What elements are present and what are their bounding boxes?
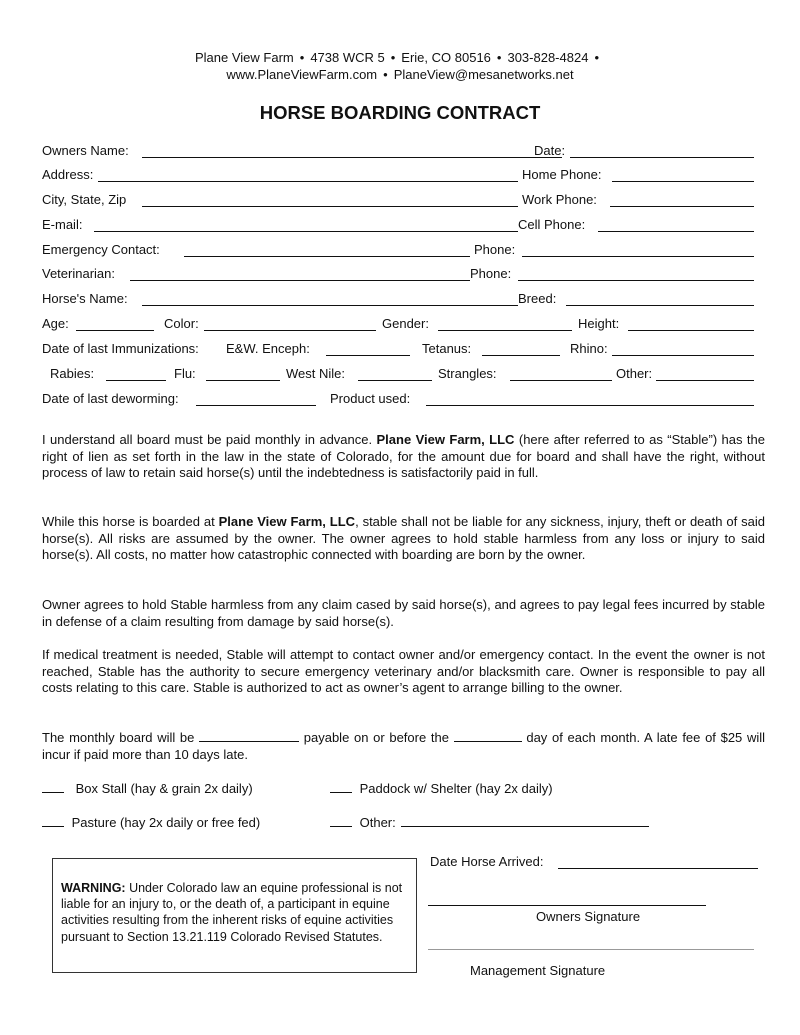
email-field[interactable] xyxy=(94,217,518,232)
horses-name-label: Horse's Name: xyxy=(42,291,128,306)
veterinarian-field[interactable] xyxy=(130,266,470,281)
home-phone-field[interactable] xyxy=(612,167,754,182)
harmless-paragraph: Owner agrees to hold Stable harmless from any claim cased by said horse(s), and agrees to pay legal fees incurred by stable in defense of a claim resulting from damage by said horse(s). xyxy=(42,597,765,629)
p5-text: The monthly board will be xyxy=(42,730,195,745)
west-nile-field[interactable] xyxy=(358,366,432,381)
p5-text-mid: payable on or before the xyxy=(303,730,449,745)
p1-farm-name: Plane View Farm, LLC xyxy=(376,432,515,447)
pasture-label: Pasture (hay 2x daily or free fed) xyxy=(71,815,261,830)
bullet: • xyxy=(299,50,305,65)
tetanus-field[interactable] xyxy=(482,341,560,356)
bullet: • xyxy=(383,67,388,82)
email-label: E-mail: xyxy=(42,217,83,232)
color-field[interactable] xyxy=(204,316,376,331)
work-phone-field[interactable] xyxy=(610,192,754,207)
emergency-contact-label: Emergency Contact: xyxy=(42,242,160,257)
payment-paragraph xyxy=(42,729,765,763)
flu-label: Flu: xyxy=(174,366,196,381)
option-paddock xyxy=(330,780,553,796)
liability-paragraph xyxy=(42,514,765,564)
product-used-field[interactable] xyxy=(426,391,754,406)
cell-phone-field[interactable] xyxy=(598,217,754,232)
row-veterinarian xyxy=(42,266,754,284)
rabies-label: Rabies: xyxy=(50,366,95,381)
height-field[interactable] xyxy=(628,316,754,331)
row-age xyxy=(42,316,754,334)
tetanus-label: Tetanus: xyxy=(422,341,472,356)
row-vaccines xyxy=(42,366,754,384)
farm-city: Erie, CO 80516 xyxy=(401,50,491,65)
warning-label: WARNING: xyxy=(61,881,126,895)
pasture-checkbox[interactable] xyxy=(42,814,64,827)
breed-label: Breed: xyxy=(518,291,557,306)
box-stall-label: Box Stall (hay & grain 2x daily) xyxy=(75,781,253,796)
bullet: • xyxy=(594,50,599,65)
color-label: Color: xyxy=(164,316,199,331)
option-other xyxy=(330,814,649,830)
other-option-field[interactable] xyxy=(401,814,649,827)
veterinarian-label: Veterinarian: xyxy=(42,266,115,281)
farm-street: 4738 WCR 5 xyxy=(310,50,385,65)
monthly-board-amount-field[interactable] xyxy=(199,729,299,742)
page-title: HORSE BOARDING CONTRACT xyxy=(259,102,541,123)
management-signature-line[interactable] xyxy=(428,936,754,950)
option-pasture xyxy=(42,814,260,830)
other-option-label: Other: xyxy=(359,815,396,830)
ew-enceph-field[interactable] xyxy=(326,341,410,356)
p2-farm-name: Plane View Farm, LLC xyxy=(218,514,356,529)
row-owners-name xyxy=(42,143,754,161)
city-state-zip-field[interactable] xyxy=(142,192,518,207)
row-address xyxy=(42,167,754,185)
management-signature-label: Management Signature xyxy=(470,963,606,978)
farm-email: PlaneView@mesanetworks.net xyxy=(393,67,574,82)
row-deworming xyxy=(42,391,754,409)
other-vaccine-field[interactable] xyxy=(656,366,754,381)
rabies-field[interactable] xyxy=(106,366,166,381)
height-label: Height: xyxy=(578,316,620,331)
date-field[interactable] xyxy=(570,143,754,158)
p5-text-rest: day of each month. A late fee of $25 will incur if paid more than 10 days late. xyxy=(42,730,766,762)
warning-body: Under Colorado law an equine professional is not liable for an injury to, or the death of, a participant in equine activities resulting from the inherent risks of equine activities pursuant to Section 13.21.119 Colorado Revised Statutes. xyxy=(61,881,403,944)
horses-name-field[interactable] xyxy=(142,291,518,306)
deworming-field[interactable] xyxy=(196,391,316,406)
warning-text xyxy=(61,880,406,945)
date-arrived-field[interactable] xyxy=(558,855,758,869)
paddock-label: Paddock w/ Shelter (hay 2x daily) xyxy=(359,781,553,796)
p1-text-rest: (here after referred to as “Stable”) has the right of lien as set forth in the law in the state of Colorado, for the amount due for board and shall have the right, without process of law to retain said horse(s) until the indebtedness is satisfactorily paid in full. xyxy=(42,432,765,480)
strangles-label: Strangles: xyxy=(438,366,497,381)
bullet: • xyxy=(390,50,396,65)
rhino-field[interactable] xyxy=(612,341,754,356)
address-label: Address: xyxy=(42,167,94,182)
farm-phone: 303-828-4824 xyxy=(507,50,589,65)
row-horse-name xyxy=(42,291,754,309)
gender-field[interactable] xyxy=(438,316,572,331)
p1-text: I understand all board must be paid monthly in advance. xyxy=(42,432,373,447)
city-state-zip-label: City, State, Zip xyxy=(42,192,127,207)
warning-box xyxy=(52,858,417,973)
lien-paragraph xyxy=(42,432,765,482)
rhino-label: Rhino: xyxy=(570,341,608,356)
farm-website: www.PlaneViewFarm.com xyxy=(226,67,378,82)
cell-phone-label: Cell Phone: xyxy=(518,217,586,232)
row-emergency xyxy=(42,242,754,260)
p2-text-rest: , stable shall not be liable for any sickness, injury, theft or death of said horse(s). All risks are assumed by the owner. The owner agrees to hold stable harmless from any loss or injury to said horse(s). All costs, no matter how catastrophic connected with boarding are born by the owner. xyxy=(42,514,765,562)
emergency-phone-field[interactable] xyxy=(522,242,754,257)
owners-signature-line[interactable] xyxy=(428,892,706,906)
bullet: • xyxy=(496,50,502,65)
breed-field[interactable] xyxy=(566,291,754,306)
owners-name-field[interactable] xyxy=(142,143,562,158)
product-used-label: Product used: xyxy=(330,391,411,406)
phone-label: Phone: xyxy=(474,242,516,257)
west-nile-label: West Nile: xyxy=(286,366,345,381)
option-box-stall xyxy=(42,780,253,796)
vet-phone-label: Phone: xyxy=(470,266,512,281)
medical-paragraph: If medical treatment is needed, Stable will attempt to contact owner and/or emergency contact. In the event the owner is not reached, Stable has the authority to secure emergency veterinary and/or blacksmith care. Owner is responsible to pay all costs relating to this care. Stable is authorized to act as owner’s agent to arrange billing to the owner. xyxy=(42,647,765,695)
other-option-checkbox[interactable] xyxy=(330,814,352,827)
age-label: Age: xyxy=(42,316,69,331)
due-day-field[interactable] xyxy=(454,729,522,742)
row-email xyxy=(42,217,754,235)
farm-address-line xyxy=(0,50,800,65)
gender-label: Gender: xyxy=(382,316,429,331)
owners-name-label: Owners Name: xyxy=(42,143,129,158)
vet-phone-field[interactable] xyxy=(518,266,754,281)
deworming-label: Date of last deworming: xyxy=(42,391,179,406)
home-phone-label: Home Phone: xyxy=(522,167,602,182)
farm-contact-line xyxy=(0,67,800,82)
work-phone-label: Work Phone: xyxy=(522,192,597,207)
age-field[interactable] xyxy=(76,316,154,331)
p2-text: While this horse is boarded at xyxy=(42,514,215,529)
paddock-checkbox[interactable] xyxy=(330,780,352,793)
address-field[interactable] xyxy=(98,167,518,182)
ew-enceph-label: E&W. Enceph: xyxy=(226,341,310,356)
row-city xyxy=(42,192,754,210)
strangles-field[interactable] xyxy=(510,366,612,381)
farm-name: Plane View Farm xyxy=(195,50,294,65)
emergency-contact-field[interactable] xyxy=(184,242,470,257)
owners-signature-label: Owners Signature xyxy=(536,909,641,924)
other-vaccine-label: Other: xyxy=(616,366,653,381)
flu-field[interactable] xyxy=(206,366,280,381)
box-stall-checkbox[interactable] xyxy=(42,780,64,793)
row-immunizations xyxy=(42,341,754,359)
immunizations-label: Date of last Immunizations: xyxy=(42,341,199,356)
date-arrived-label: Date Horse Arrived: xyxy=(430,854,544,869)
date-label: Date: xyxy=(534,143,566,158)
